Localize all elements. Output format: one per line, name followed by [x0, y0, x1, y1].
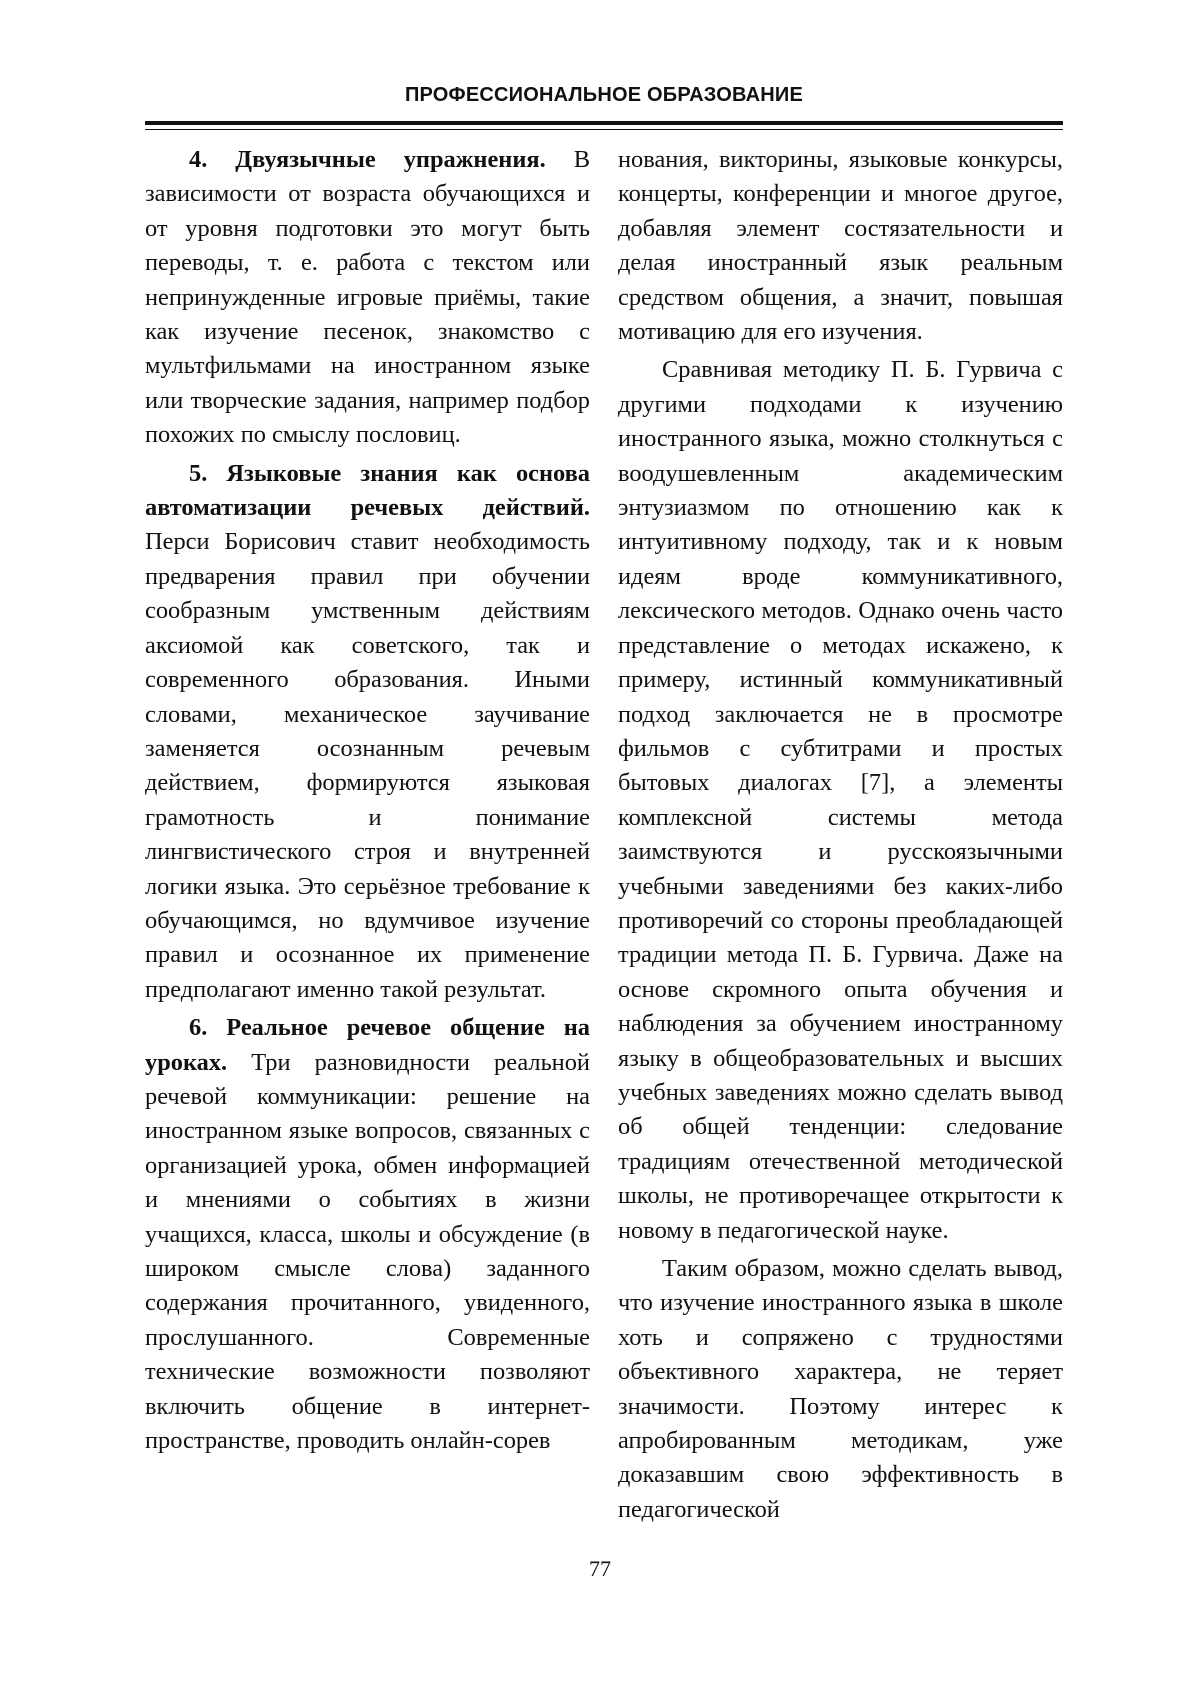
paragraph-continuation: нования, викторины, языковые конкурсы, концерты, конференции и многое другое, добавляя элемент состязательности и делая иностранный язык реальным средством общения, а значит, повышая мотивацию для его изучения.: [618, 143, 1063, 349]
left-column: [145, 143, 590, 1462]
paragraph-bilingual-exercises: [145, 143, 590, 453]
header-rule-thick: [145, 121, 1063, 125]
paragraph-heading: 4. Двуязычные упражнения.: [189, 146, 546, 173]
right-column: [618, 143, 1063, 1531]
paragraph-text: Три разновидности реальной речевой коммуникации: решение на иностранном языке вопросов, связанных с организацией урока, обмен информацией и мнениями о событиях в жизни учащихся, класса, школы и обсуждение (в широком смысле слова) заданного содержания прочитанного, увиденного, прослушанного. Современные технические возможности позволяют включить общение в интернет-пространстве, проводить онлайн-сорев: [145, 1049, 590, 1454]
paragraph-language-knowledge: [145, 457, 590, 1008]
paragraph-conclusion: Таким образом, можно сделать вывод, что изучение иностранного языка в школе хоть и сопряжено с трудностями объективного характера, не теряет значимости. Поэтому интерес к апробированным методикам, уже доказавшим свою эффективность в педагогической: [618, 1252, 1063, 1527]
paragraph-text: В зависимости от возраста обучающихся и от уровня подготовки это могут быть переводы, т. е. работа с текстом или непринужденные игровые приёмы, такие как изучение песенок, знакомство с мультфильмами на иностранном языке или творческие задания, например подбор похожих по смыслу пословиц.: [145, 146, 590, 448]
document-page: [0, 0, 1200, 1698]
header-rule-thin: [145, 129, 1063, 130]
paragraph-real-communication: [145, 1011, 590, 1458]
page-number: 77: [0, 1556, 1200, 1582]
running-head-title: ПРОФЕССИОНАЛЬНОЕ ОБРАЗОВАНИЕ: [145, 84, 1063, 107]
paragraph-heading: 6. Реальное речевое общение на уроках.: [145, 1014, 590, 1075]
paragraph-text: Перси Борисович ставит необходимость предварения правил при обучении сообразным умственным действиям аксиомой как советского, так и современного образования. Иными словами, механическое заучивание заменяется осознанным речевым действием, формируются языковая грамотность и понимание лингвистического строя и внутренней логики языка. Это серьёзное требование к обучающимся, но вдумчивое изучение правил и осознанное их применение предполагают именно такой результат.: [145, 528, 590, 1002]
paragraph-heading: 5. Языковые знания как основа автоматизации речевых действий.: [145, 460, 590, 521]
paragraph-method-comparison: Сравнивая методику П. Б. Гурвича с другими подходами к изучению иностранного языка, можно столкнуться с воодушевленным академическим энтузиазмом по отношению как к интуитивному подходу, так и к новым идеям вроде коммуникативного, лексического методов. Однако очень часто представление о методах искажено, к примеру, истинный коммуникативный подход заключается не в просмотре фильмов с субтитрами и простых бытовых диалогах [7], а элементы комплексной системы метода заимствуются и русскоязычными учебными заведениями без каких-либо противоречий со стороны преобладающей традиции метода П. Б. Гурвича. Даже на основе скромного опыта обучения и наблюдения за обучением иностранному языку в общеобразовательных и высших учебных заведениях можно сделать вывод об общей тенденции: следование традициям отечественной методической школы, не противоречащее открытости к новому в педагогической науке.: [618, 353, 1063, 1248]
